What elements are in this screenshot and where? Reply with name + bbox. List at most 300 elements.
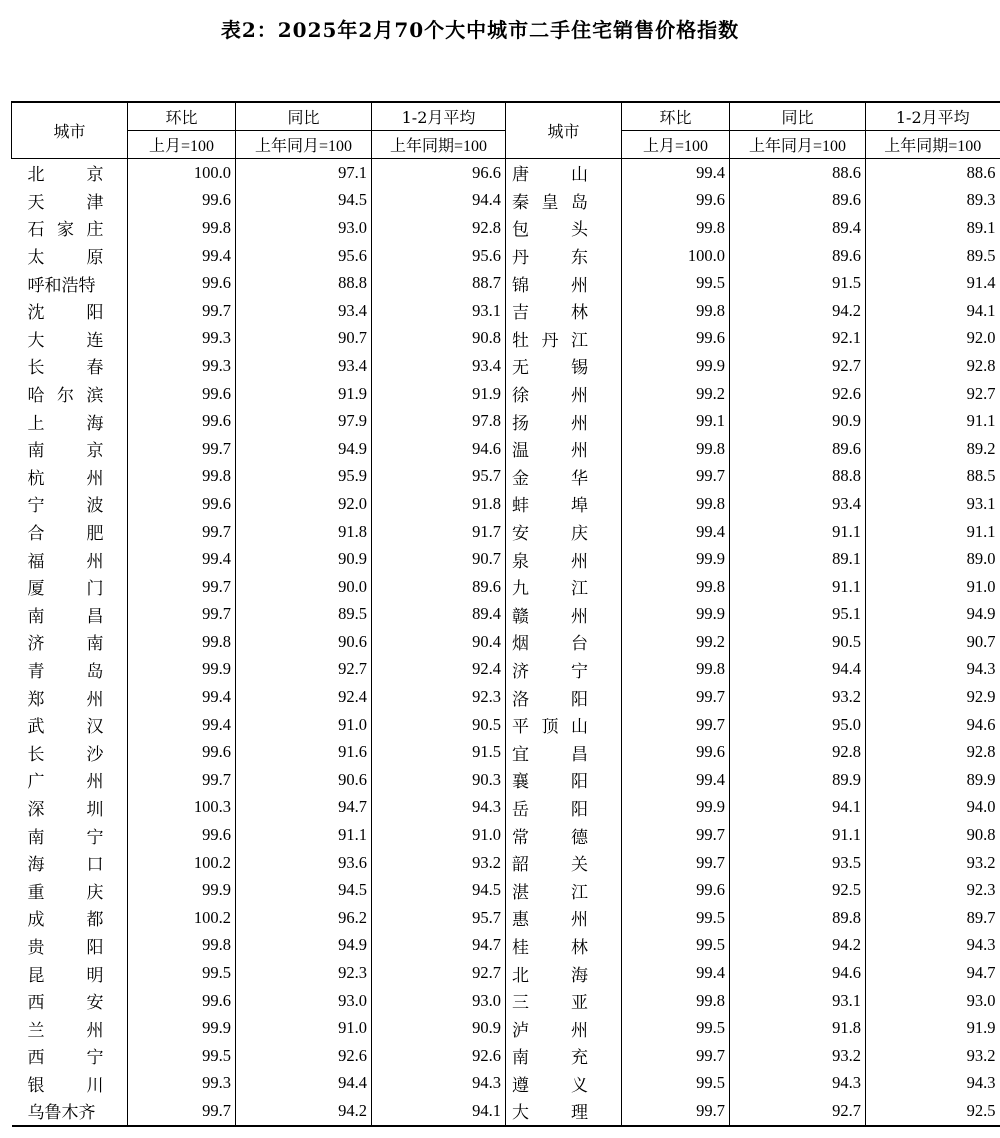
mom-value: 99.6 [128, 380, 236, 408]
header-city-right: 城市 [506, 102, 622, 159]
table-row [12, 214, 1000, 242]
yoy-value: 89.9 [730, 766, 866, 794]
table-row [12, 683, 1000, 711]
yoy-value: 91.1 [730, 573, 866, 601]
table-row [12, 1097, 1000, 1126]
mom-value: 99.7 [128, 518, 236, 546]
city-name [12, 1014, 128, 1042]
city-name-text: 西 安 [27, 993, 104, 1014]
city-name [12, 628, 128, 656]
city-name-text: 郑 州 [27, 689, 104, 710]
mom-value: 99.5 [622, 269, 730, 297]
city-name-text: 北 海 [512, 965, 588, 986]
city-name [506, 518, 622, 546]
avg-value: 89.5 [866, 242, 1000, 270]
header-mom-base-left: 上月=100 [128, 131, 236, 159]
mom-value: 99.7 [622, 463, 730, 491]
yoy-value: 96.2 [236, 904, 372, 932]
table-row [12, 601, 1000, 629]
yoy-value: 94.9 [236, 435, 372, 463]
yoy-value: 91.0 [236, 1014, 372, 1042]
avg-value: 94.4 [372, 187, 506, 215]
city-name [506, 794, 622, 822]
yoy-value: 94.9 [236, 932, 372, 960]
city-name-text: 岳 阳 [512, 799, 588, 820]
city-name-text: 泉 州 [512, 551, 588, 572]
city-name [506, 738, 622, 766]
city-name-text: 徐 州 [512, 386, 588, 407]
mom-value: 99.8 [128, 932, 236, 960]
city-name-text: 秦 皇 岛 [512, 192, 588, 213]
city-name [506, 242, 622, 270]
mom-value: 99.5 [622, 932, 730, 960]
mom-value: 99.7 [622, 711, 730, 739]
avg-value: 91.4 [866, 269, 1000, 297]
avg-value: 91.8 [372, 490, 506, 518]
header-city-left: 城市 [12, 102, 128, 159]
yoy-value: 90.9 [730, 407, 866, 435]
mom-value: 99.8 [622, 656, 730, 684]
avg-value: 94.3 [372, 794, 506, 822]
yoy-value: 89.6 [730, 435, 866, 463]
header-mom-left: 环比 [128, 102, 236, 131]
city-name-text: 洛 阳 [512, 689, 588, 710]
city-name-text: 银 川 [27, 1075, 104, 1096]
yoy-value: 92.4 [236, 683, 372, 711]
yoy-value: 93.6 [236, 849, 372, 877]
avg-value: 94.3 [866, 656, 1000, 684]
yoy-value: 91.1 [236, 821, 372, 849]
avg-value: 90.8 [866, 821, 1000, 849]
mom-value: 99.9 [622, 794, 730, 822]
city-name-text: 唐 山 [512, 165, 588, 186]
table-row [12, 904, 1000, 932]
table-row [12, 628, 1000, 656]
table-row [12, 545, 1000, 573]
mom-value: 99.4 [128, 711, 236, 739]
mom-value: 99.8 [622, 297, 730, 325]
avg-value: 90.4 [372, 628, 506, 656]
avg-value: 93.0 [866, 987, 1000, 1015]
mom-value: 99.8 [622, 214, 730, 242]
mom-value: 99.6 [128, 987, 236, 1015]
city-name [12, 435, 128, 463]
city-name-text: 天 津 [27, 192, 104, 213]
yoy-value: 91.6 [236, 738, 372, 766]
avg-value: 90.7 [372, 545, 506, 573]
city-name-text: 呼和浩特 [27, 275, 96, 296]
mom-value: 99.6 [622, 187, 730, 215]
avg-value: 94.7 [372, 932, 506, 960]
city-name-text: 重 庆 [27, 882, 104, 903]
city-name [506, 656, 622, 684]
city-name-text: 济 宁 [512, 661, 588, 682]
price-index-table [11, 101, 1000, 1127]
table-row [12, 325, 1000, 353]
mom-value: 100.2 [128, 849, 236, 877]
city-name-text: 安 庆 [512, 524, 588, 545]
city-name [12, 1097, 128, 1126]
avg-value: 94.6 [866, 711, 1000, 739]
city-name [12, 463, 128, 491]
table-row [12, 435, 1000, 463]
header-yoy-left: 同比 [236, 102, 372, 131]
city-name [506, 959, 622, 987]
avg-value: 89.0 [866, 545, 1000, 573]
mom-value: 99.5 [128, 959, 236, 987]
mom-value: 99.4 [622, 766, 730, 794]
mom-value: 99.4 [622, 159, 730, 187]
mom-value: 99.6 [622, 876, 730, 904]
city-name [12, 987, 128, 1015]
city-name-text: 襄 阳 [512, 772, 588, 793]
avg-value: 94.9 [866, 601, 1000, 629]
city-name [506, 159, 622, 187]
yoy-value: 88.8 [730, 463, 866, 491]
yoy-value: 92.5 [730, 876, 866, 904]
avg-value: 93.2 [372, 849, 506, 877]
avg-value: 92.7 [372, 959, 506, 987]
city-name [506, 628, 622, 656]
mom-value: 99.2 [622, 380, 730, 408]
yoy-value: 93.1 [730, 987, 866, 1015]
city-name [12, 932, 128, 960]
mom-value: 99.2 [622, 628, 730, 656]
mom-value: 99.6 [128, 407, 236, 435]
avg-value: 91.1 [866, 407, 1000, 435]
avg-value: 95.7 [372, 463, 506, 491]
table-row [12, 876, 1000, 904]
yoy-value: 95.6 [236, 242, 372, 270]
mom-value: 99.3 [128, 1070, 236, 1098]
mom-value: 100.2 [128, 904, 236, 932]
yoy-value: 92.7 [730, 352, 866, 380]
avg-value: 91.9 [372, 380, 506, 408]
yoy-value: 97.9 [236, 407, 372, 435]
mom-value: 99.7 [128, 573, 236, 601]
city-name [506, 297, 622, 325]
city-name [506, 1014, 622, 1042]
mom-value: 99.7 [128, 1097, 236, 1126]
avg-value: 90.3 [372, 766, 506, 794]
city-name [506, 435, 622, 463]
city-name-text: 牡 丹 江 [512, 330, 588, 351]
yoy-value: 90.7 [236, 325, 372, 353]
avg-value: 92.8 [866, 352, 1000, 380]
avg-value: 91.1 [866, 518, 1000, 546]
table-row [12, 849, 1000, 877]
yoy-value: 92.3 [236, 959, 372, 987]
page-title: 表2：2025年2月70个大中城市二手住宅销售价格指数 [220, 18, 740, 42]
avg-value: 94.7 [866, 959, 1000, 987]
city-name-text: 太 原 [27, 248, 104, 269]
city-name-text: 金 华 [512, 468, 588, 489]
city-name [506, 214, 622, 242]
yoy-value: 94.6 [730, 959, 866, 987]
city-name-text: 吉 林 [512, 303, 588, 324]
mom-value: 100.0 [622, 242, 730, 270]
mom-value: 99.4 [128, 242, 236, 270]
yoy-value: 89.6 [730, 242, 866, 270]
city-name [506, 1097, 622, 1126]
city-name [12, 1042, 128, 1070]
avg-value: 89.9 [866, 766, 1000, 794]
city-name [506, 380, 622, 408]
city-name-text: 遵 义 [512, 1075, 588, 1096]
yoy-value: 94.2 [730, 932, 866, 960]
mom-value: 99.5 [128, 1042, 236, 1070]
city-name-text: 上 海 [27, 413, 104, 434]
city-name [506, 766, 622, 794]
yoy-value: 93.4 [730, 490, 866, 518]
city-name-text: 长 沙 [27, 744, 104, 765]
avg-value: 94.3 [866, 932, 1000, 960]
city-name-text: 哈 尔 滨 [27, 386, 104, 407]
city-name-text: 北 京 [27, 165, 104, 186]
avg-value: 90.8 [372, 325, 506, 353]
mom-value: 99.9 [622, 352, 730, 380]
table-row [12, 794, 1000, 822]
mom-value: 99.7 [622, 683, 730, 711]
city-name-text: 宁 波 [27, 496, 104, 517]
city-name-text: 南 昌 [27, 606, 104, 627]
city-name [506, 904, 622, 932]
city-name-text: 深 圳 [27, 799, 104, 820]
avg-value: 94.3 [372, 1070, 506, 1098]
table-row [12, 932, 1000, 960]
yoy-value: 92.8 [730, 738, 866, 766]
avg-value: 92.3 [372, 683, 506, 711]
city-name-text: 三 亚 [512, 993, 588, 1014]
avg-value: 93.4 [372, 352, 506, 380]
yoy-value: 94.5 [236, 876, 372, 904]
city-name [12, 380, 128, 408]
yoy-value: 94.5 [236, 187, 372, 215]
mom-value: 99.8 [622, 573, 730, 601]
mom-value: 99.6 [622, 738, 730, 766]
city-name [506, 407, 622, 435]
city-name-text: 昆 明 [27, 965, 104, 986]
table-row [12, 380, 1000, 408]
mom-value: 99.4 [622, 959, 730, 987]
city-name-text: 韶 关 [512, 855, 588, 876]
avg-value: 88.6 [866, 159, 1000, 187]
yoy-value: 91.0 [236, 711, 372, 739]
yoy-value: 93.5 [730, 849, 866, 877]
avg-value: 92.0 [866, 325, 1000, 353]
table-row [12, 352, 1000, 380]
table-row [12, 463, 1000, 491]
city-name [12, 269, 128, 297]
city-name-text: 赣 州 [512, 606, 588, 627]
yoy-value: 94.4 [236, 1070, 372, 1098]
city-name-text: 无 锡 [512, 358, 588, 379]
header-avg-base-left: 上年同期=100 [372, 131, 506, 159]
avg-value: 88.5 [866, 463, 1000, 491]
city-name [12, 214, 128, 242]
city-name-text: 丹 东 [512, 248, 588, 269]
yoy-value: 92.0 [236, 490, 372, 518]
avg-value: 91.7 [372, 518, 506, 546]
city-name [506, 711, 622, 739]
city-name [12, 821, 128, 849]
yoy-value: 89.8 [730, 904, 866, 932]
avg-value: 92.5 [866, 1097, 1000, 1126]
city-name-text: 乌鲁木齐 [27, 1103, 96, 1124]
city-name-text: 蚌 埠 [512, 496, 588, 517]
avg-value: 91.0 [372, 821, 506, 849]
city-name [506, 849, 622, 877]
city-name [506, 932, 622, 960]
yoy-value: 92.1 [730, 325, 866, 353]
mom-value: 99.7 [128, 435, 236, 463]
yoy-value: 90.6 [236, 628, 372, 656]
yoy-value: 91.9 [236, 380, 372, 408]
mom-value: 99.7 [622, 1097, 730, 1126]
city-name [12, 242, 128, 270]
yoy-value: 91.1 [730, 821, 866, 849]
city-name [12, 656, 128, 684]
mom-value: 99.6 [128, 269, 236, 297]
avg-value: 92.4 [372, 656, 506, 684]
avg-value: 89.3 [866, 187, 1000, 215]
table-row [12, 573, 1000, 601]
yoy-value: 95.9 [236, 463, 372, 491]
city-name [12, 159, 128, 187]
mom-value: 99.6 [128, 187, 236, 215]
city-name-text: 海 口 [27, 855, 104, 876]
city-name [12, 601, 128, 629]
mom-value: 99.1 [622, 407, 730, 435]
city-name-text: 平 顶 山 [512, 717, 588, 738]
avg-value: 95.7 [372, 904, 506, 932]
yoy-value: 95.0 [730, 711, 866, 739]
yoy-value: 92.6 [236, 1042, 372, 1070]
yoy-value: 90.0 [236, 573, 372, 601]
mom-value: 100.3 [128, 794, 236, 822]
mom-value: 99.6 [128, 738, 236, 766]
table-row [12, 821, 1000, 849]
avg-value: 92.7 [866, 380, 1000, 408]
mom-value: 99.5 [622, 1014, 730, 1042]
yoy-value: 93.0 [236, 214, 372, 242]
header-avg-right: 1-2月平均 [866, 102, 1000, 131]
table-row [12, 656, 1000, 684]
city-name [506, 601, 622, 629]
city-name-text: 青 岛 [27, 661, 104, 682]
city-name-text: 广 州 [27, 772, 104, 793]
yoy-value: 93.2 [730, 683, 866, 711]
city-name [12, 325, 128, 353]
avg-value: 93.1 [866, 490, 1000, 518]
avg-value: 92.6 [372, 1042, 506, 1070]
city-name-text: 桂 林 [512, 937, 588, 958]
city-name-text: 武 汉 [27, 717, 104, 738]
city-name-text: 合 肥 [27, 524, 104, 545]
city-name-text: 兰 州 [27, 1020, 104, 1041]
yoy-value: 94.1 [730, 794, 866, 822]
mom-value: 99.7 [622, 821, 730, 849]
yoy-value: 88.6 [730, 159, 866, 187]
city-name [506, 1042, 622, 1070]
city-name-text: 贵 阳 [27, 937, 104, 958]
header-avg-left: 1-2月平均 [372, 102, 506, 131]
yoy-value: 94.2 [236, 1097, 372, 1126]
city-name-text: 石 家 庄 [27, 220, 104, 241]
mom-value: 99.8 [622, 490, 730, 518]
city-name [12, 1070, 128, 1098]
yoy-value: 97.1 [236, 159, 372, 187]
city-name-text: 泸 州 [512, 1020, 588, 1041]
mom-value: 99.7 [128, 601, 236, 629]
city-name [12, 187, 128, 215]
city-name-text: 大 理 [512, 1103, 588, 1124]
avg-value: 91.5 [372, 738, 506, 766]
table-row [12, 490, 1000, 518]
mom-value: 99.3 [128, 352, 236, 380]
yoy-value: 94.4 [730, 656, 866, 684]
mom-value: 99.3 [128, 325, 236, 353]
yoy-value: 94.2 [730, 297, 866, 325]
city-name-text: 南 京 [27, 441, 104, 462]
mom-value: 99.8 [622, 987, 730, 1015]
table-row [12, 959, 1000, 987]
avg-value: 94.0 [866, 794, 1000, 822]
city-name-text: 常 德 [512, 827, 588, 848]
mom-value: 99.9 [128, 876, 236, 904]
city-name-text: 杭 州 [27, 468, 104, 489]
city-name [506, 821, 622, 849]
table-row [12, 269, 1000, 297]
table-row [12, 766, 1000, 794]
yoy-value: 90.9 [236, 545, 372, 573]
table-row [12, 987, 1000, 1015]
mom-value: 99.6 [622, 325, 730, 353]
yoy-value: 94.7 [236, 794, 372, 822]
avg-value: 88.7 [372, 269, 506, 297]
city-name [12, 876, 128, 904]
city-name [506, 463, 622, 491]
mom-value: 99.5 [622, 904, 730, 932]
yoy-value: 92.7 [236, 656, 372, 684]
yoy-value: 88.8 [236, 269, 372, 297]
avg-value: 94.3 [866, 1070, 1000, 1098]
city-name-text: 成 都 [27, 910, 104, 931]
mom-value: 99.8 [128, 463, 236, 491]
city-name [12, 518, 128, 546]
header-row-1 [12, 102, 1000, 131]
avg-value: 92.8 [372, 214, 506, 242]
mom-value: 99.6 [128, 821, 236, 849]
table-row [12, 1042, 1000, 1070]
city-name [12, 711, 128, 739]
avg-value: 96.6 [372, 159, 506, 187]
city-name [506, 573, 622, 601]
mom-value: 99.7 [622, 849, 730, 877]
header-mom-base-right: 上月=100 [622, 131, 730, 159]
city-name [12, 407, 128, 435]
city-name-text: 九 江 [512, 579, 588, 600]
avg-value: 93.2 [866, 849, 1000, 877]
yoy-value: 93.4 [236, 352, 372, 380]
yoy-value: 89.6 [730, 187, 866, 215]
city-name [506, 987, 622, 1015]
yoy-value: 89.1 [730, 545, 866, 573]
city-name-text: 烟 台 [512, 634, 588, 655]
mom-value: 99.9 [128, 656, 236, 684]
yoy-value: 92.6 [730, 380, 866, 408]
yoy-value: 91.8 [236, 518, 372, 546]
